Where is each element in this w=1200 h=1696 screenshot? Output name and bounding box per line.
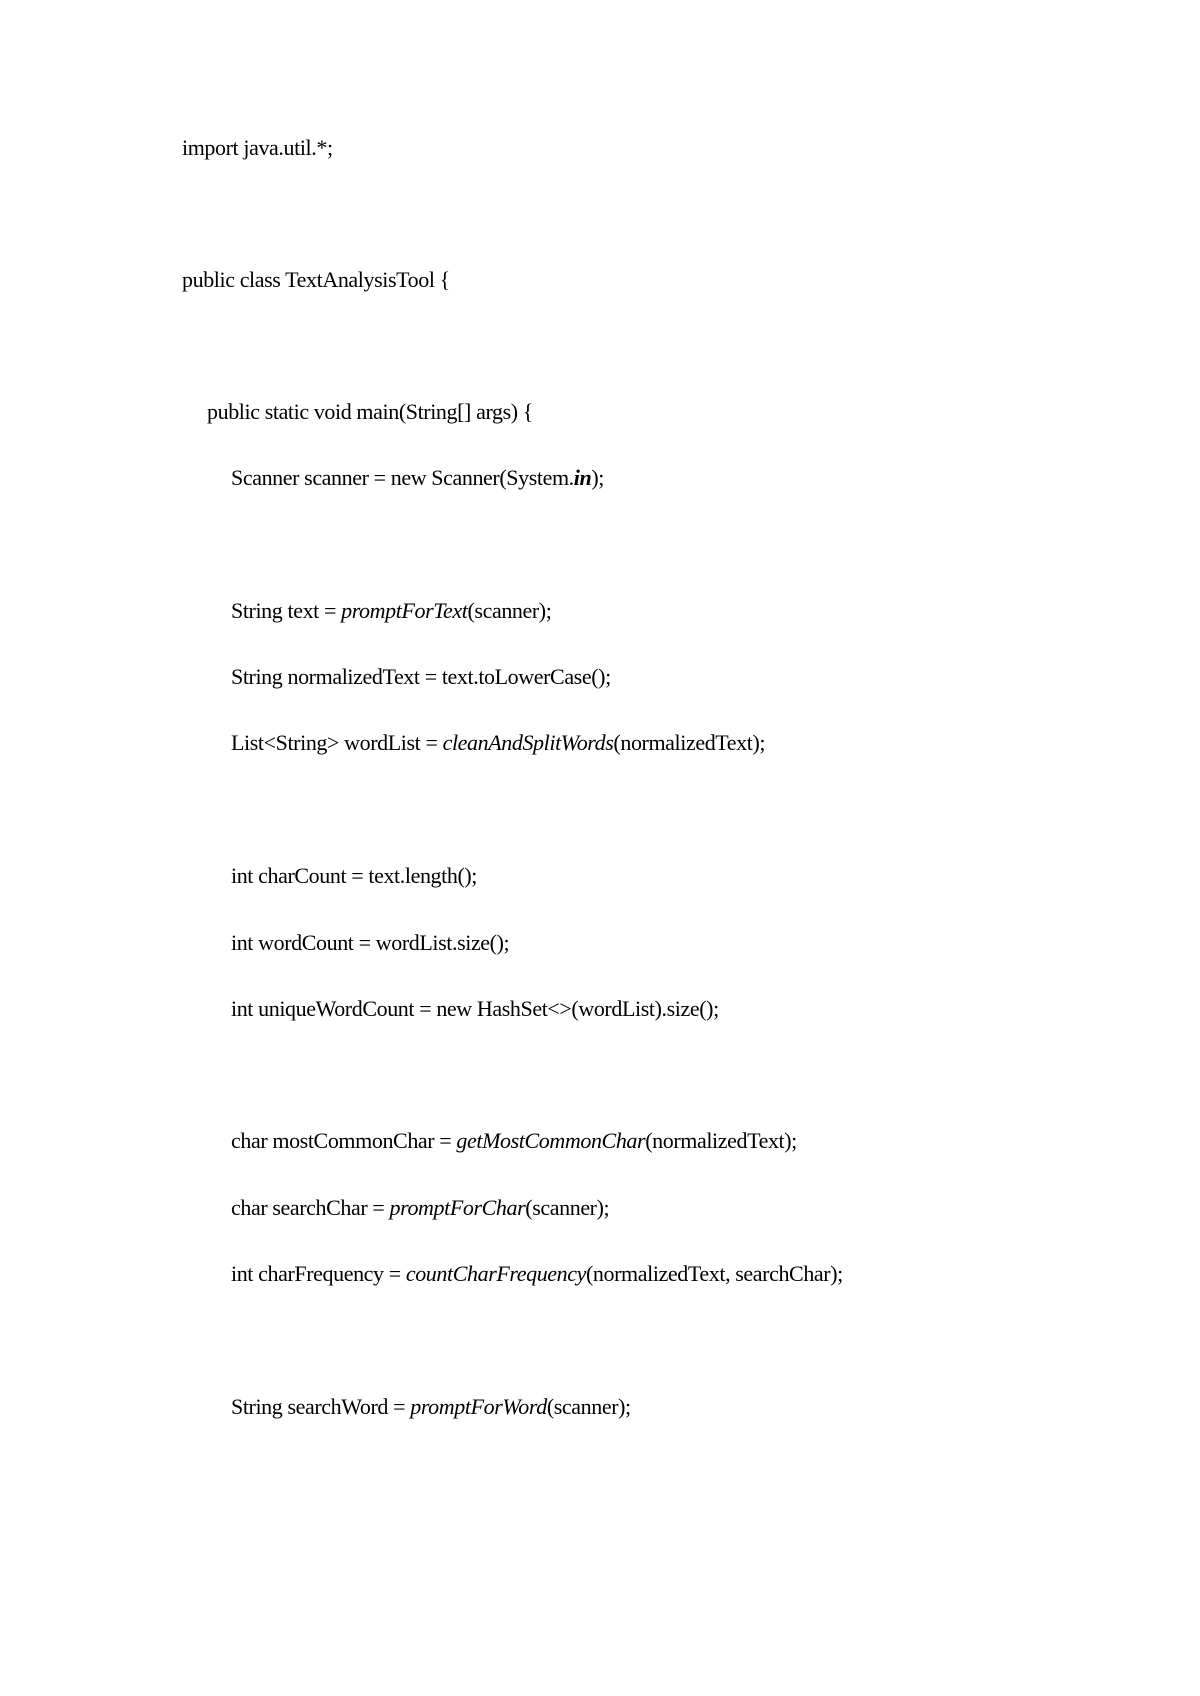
code-line-word-list	[231, 729, 765, 757]
code-text: char mostCommonChar =	[231, 1128, 457, 1153]
code-line-search-char	[231, 1194, 609, 1222]
code-text: (scanner);	[546, 1394, 631, 1419]
code-line-text	[231, 597, 551, 625]
code-text: public class TextAnalysisTool {	[182, 267, 450, 292]
code-static-field: in	[573, 465, 592, 490]
code-line-word-count	[231, 929, 509, 957]
code-text: List<String> wordList =	[231, 730, 443, 755]
code-line-normalized-text	[231, 663, 611, 691]
code-method-call: getMostCommonChar	[456, 1128, 646, 1153]
code-text: (normalizedText, searchChar);	[586, 1261, 843, 1286]
code-line-most-common-char	[231, 1127, 797, 1155]
code-text: int uniqueWordCount = new HashSet<>(wordList).size();	[231, 996, 719, 1021]
code-line-class-declaration	[182, 266, 450, 294]
code-line-unique-word-count	[231, 995, 719, 1023]
code-text: String text =	[231, 598, 342, 623]
code-text: String searchWord =	[231, 1394, 411, 1419]
code-text: char searchChar =	[231, 1195, 390, 1220]
code-method-call: cleanAndSplitWords	[442, 730, 614, 755]
code-text: Scanner scanner = new Scanner(System.	[231, 465, 574, 490]
code-line-import	[182, 134, 333, 162]
code-text: int charFrequency =	[231, 1261, 406, 1286]
code-method-call: promptForWord	[410, 1394, 547, 1419]
code-line-search-word	[231, 1393, 631, 1421]
code-method-call: promptForText	[341, 598, 468, 623]
code-line-char-count	[231, 862, 477, 890]
code-text: import java.util.*;	[182, 135, 333, 160]
code-text: String normalizedText = text.toLowerCase();	[231, 664, 611, 689]
code-text: (scanner);	[525, 1195, 610, 1220]
code-text: public static void main(String[] args) {	[207, 399, 533, 424]
code-text: int wordCount = wordList.size();	[231, 930, 510, 955]
code-line-scanner	[231, 464, 604, 492]
code-text: int charCount = text.length();	[231, 863, 478, 888]
code-text: (normalizedText);	[645, 1128, 797, 1153]
code-method-call: promptForChar	[389, 1195, 526, 1220]
code-method-call: countCharFrequency	[405, 1261, 586, 1286]
code-line-main-method	[207, 398, 533, 426]
code-text: );	[591, 465, 604, 490]
code-text: (normalizedText);	[613, 730, 766, 755]
code-line-char-frequency	[231, 1260, 843, 1288]
code-text: (scanner);	[467, 598, 552, 623]
